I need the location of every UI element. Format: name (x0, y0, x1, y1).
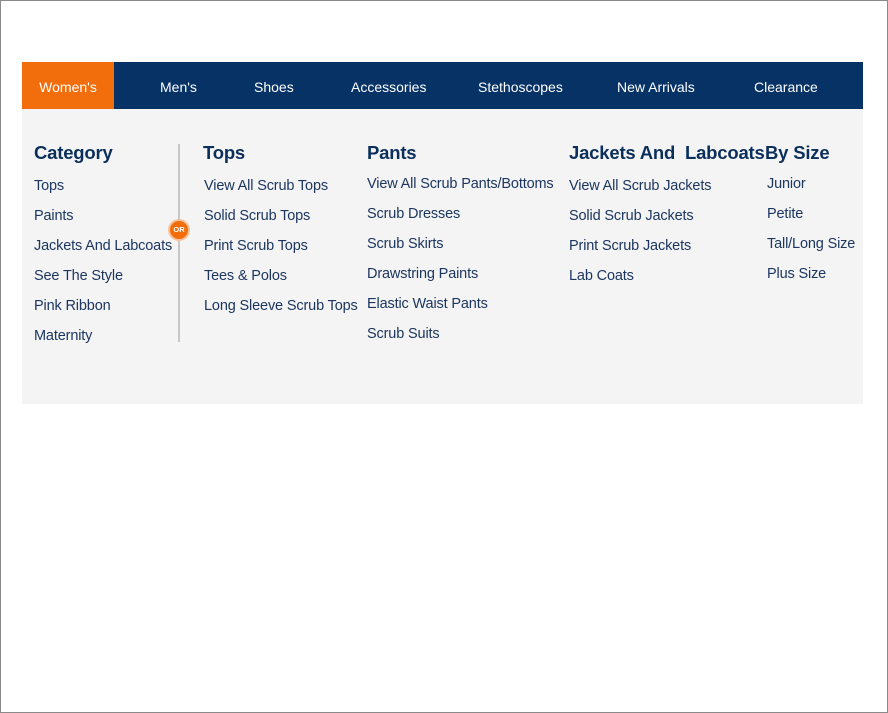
category-list (34, 177, 172, 357)
nav-clearance[interactable]: Clearance (754, 79, 818, 95)
column-divider (178, 144, 180, 342)
category-link[interactable]: Tops (34, 178, 65, 194)
category-link[interactable]: Paints (34, 208, 74, 224)
pants-link[interactable]: Elastic Waist Pants (367, 296, 488, 312)
jackets-column (569, 142, 765, 297)
or-badge: OR (168, 219, 190, 241)
category-column (34, 142, 172, 357)
tops-link[interactable]: Tees & Polos (204, 268, 287, 284)
tops-link[interactable]: View All Scrub Tops (204, 178, 328, 194)
jackets-heading: Jackets And Labcoats (569, 142, 765, 163)
category-link[interactable]: See The Style (34, 268, 123, 284)
by-size-heading: By Size (765, 142, 830, 163)
category-heading: Category (34, 142, 113, 163)
by-size-link[interactable]: Plus Size (767, 266, 827, 282)
by-size-link[interactable]: Junior (767, 176, 806, 192)
nav-womens[interactable]: Women's (22, 62, 114, 109)
tops-column (203, 142, 358, 327)
by-size-link[interactable]: Tall/Long Size (767, 236, 856, 252)
nav-mens[interactable]: Men's (160, 79, 197, 95)
pants-link[interactable]: View All Scrub Pants/Bottoms (367, 176, 554, 192)
pants-link[interactable]: Drawstring Paints (367, 266, 479, 282)
tops-link[interactable]: Print Scrub Tops (204, 238, 308, 254)
pants-heading: Pants (367, 142, 417, 163)
nav-accessories[interactable]: Accessories (351, 79, 427, 95)
jackets-link[interactable]: Solid Scrub Jackets (569, 208, 694, 224)
by-size-list (765, 175, 855, 295)
jackets-link[interactable]: View All Scrub Jackets (569, 178, 712, 194)
category-link[interactable]: Pink Ribbon (34, 298, 111, 314)
pants-column (367, 142, 554, 355)
nav-new-arrivals[interactable]: New Arrivals (617, 79, 695, 95)
nav-shoes[interactable]: Shoes (254, 79, 294, 95)
jackets-link[interactable]: Print Scrub Jackets (569, 238, 692, 254)
main-navbar (22, 62, 863, 109)
tops-link[interactable]: Long Sleeve Scrub Tops (204, 298, 358, 314)
pants-list (367, 175, 554, 355)
jackets-link[interactable]: Lab Coats (569, 268, 634, 284)
category-link[interactable]: Maternity (34, 328, 93, 344)
pants-link[interactable]: Scrub Suits (367, 326, 440, 342)
pants-link[interactable]: Scrub Dresses (367, 206, 461, 222)
tops-list (203, 177, 358, 327)
nav-stethoscopes[interactable]: Stethoscopes (478, 79, 563, 95)
by-size-link[interactable]: Petite (767, 206, 804, 222)
tops-heading: Tops (203, 142, 246, 163)
pants-link[interactable]: Scrub Skirts (367, 236, 444, 252)
category-link[interactable]: Jackets And Labcoats (34, 238, 173, 254)
jackets-list (569, 177, 765, 297)
tops-link[interactable]: Solid Scrub Tops (204, 208, 311, 224)
mega-menu (22, 62, 863, 404)
by-size-column (765, 142, 855, 295)
